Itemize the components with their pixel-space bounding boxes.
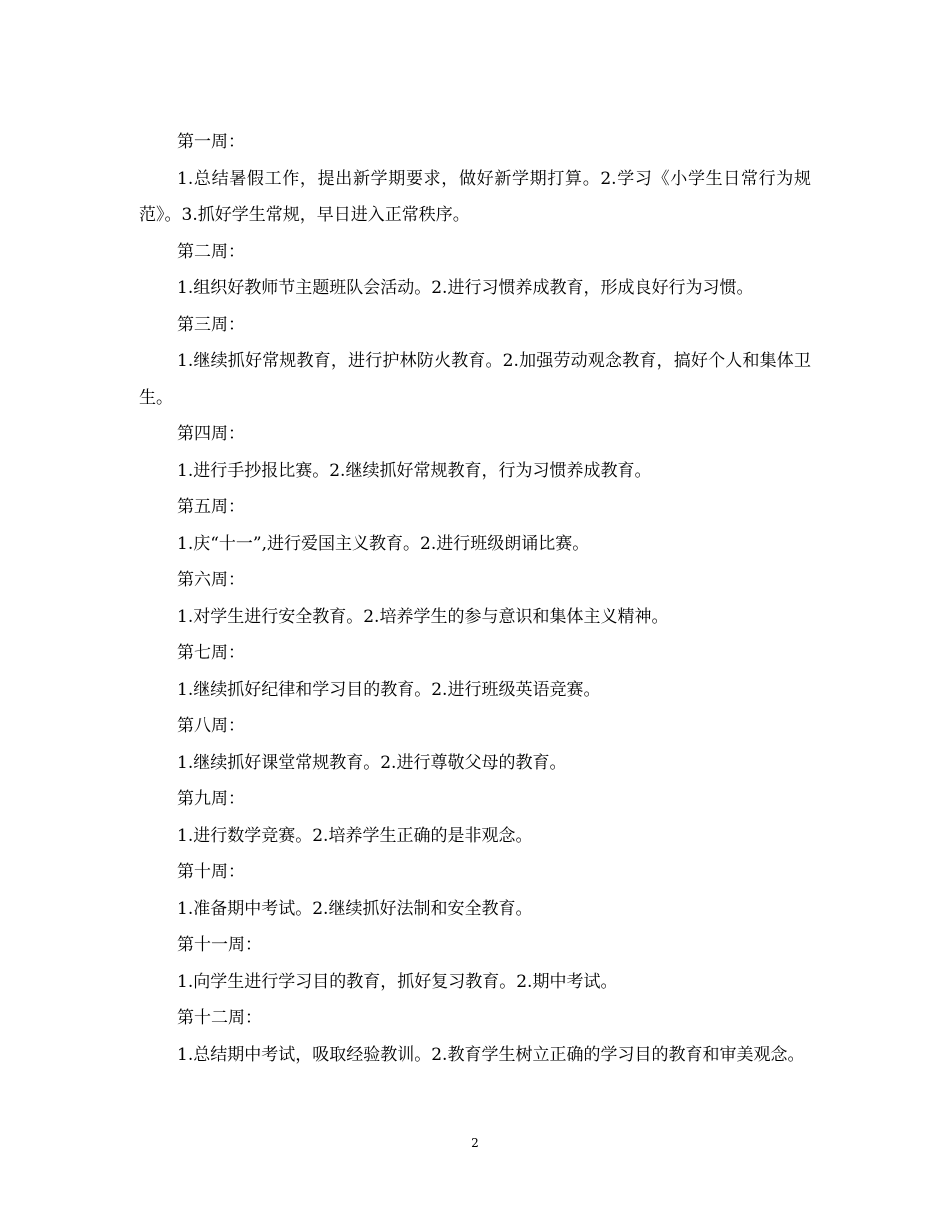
week-9-heading: 第九周： bbox=[177, 789, 245, 809]
week-12-plan: 1.总结期中考试，吸取经验教训。2.教育学生树立正确的学习目的教育和审美观念。 bbox=[177, 1044, 805, 1065]
week-10-heading: 第十周： bbox=[177, 862, 245, 882]
week-2-heading: 第二周： bbox=[177, 241, 245, 262]
week-2-plan: 1.组织好教师节主题班队会活动。2.进行习惯养成教育，形成良好行为习惯。 bbox=[177, 278, 754, 298]
week-3-plan: 1.继续抓好常规教育，进行护林防火教育。2.加强劳动观念教育，搞好个人和集体卫生。 bbox=[139, 351, 811, 408]
week-5-plan: 1.庆“十一”,进行爱国主义教育。2.进行班级朗诵比赛。 bbox=[177, 533, 590, 554]
week-5-heading: 第五周： bbox=[177, 497, 245, 517]
week-9-plan: 1.进行数学竞赛。2.培养学生正确的是非观念。 bbox=[177, 825, 533, 846]
week-7-plan: 1.继续抓好纪律和学习目的教育。2.进行班级英语竞赛。 bbox=[177, 679, 601, 700]
week-1-heading: 第一周： bbox=[177, 132, 245, 152]
page-number: 2 bbox=[471, 1136, 479, 1150]
week-4-plan: 1.进行手抄报比赛。2.继续抓好常规教育，行为习惯养成教育。 bbox=[177, 460, 652, 481]
week-1-plan: 1.总结暑假工作，提出新学期要求，做好新学期打算。2.学习《小学生日常行为规范》。3.抓好学生常规，早日进入正常秩序。 bbox=[139, 168, 811, 225]
week-4-heading: 第四周： bbox=[177, 424, 245, 444]
week-6-plan: 1.对学生进行安全教育。2.培养学生的参与意识和集体主义精神。 bbox=[177, 606, 669, 627]
week-8-plan: 1.继续抓好课堂常规教育。2.进行尊敬父母的教育。 bbox=[177, 752, 567, 773]
week-10-plan: 1.准备期中考试。2.继续抓好法制和安全教育。 bbox=[177, 898, 533, 919]
week-3-heading: 第三周： bbox=[177, 314, 245, 335]
week-11-heading: 第十一周： bbox=[177, 935, 262, 955]
week-11-plan: 1.向学生进行学习目的教育，抓好复习教育。2.期中考试。 bbox=[177, 971, 618, 992]
document-body bbox=[139, 124, 811, 1073]
week-12-heading: 第十二周： bbox=[177, 1008, 262, 1028]
week-8-heading: 第八周： bbox=[177, 716, 245, 736]
week-6-heading: 第六周： bbox=[177, 570, 245, 590]
week-7-heading: 第七周： bbox=[177, 643, 245, 663]
